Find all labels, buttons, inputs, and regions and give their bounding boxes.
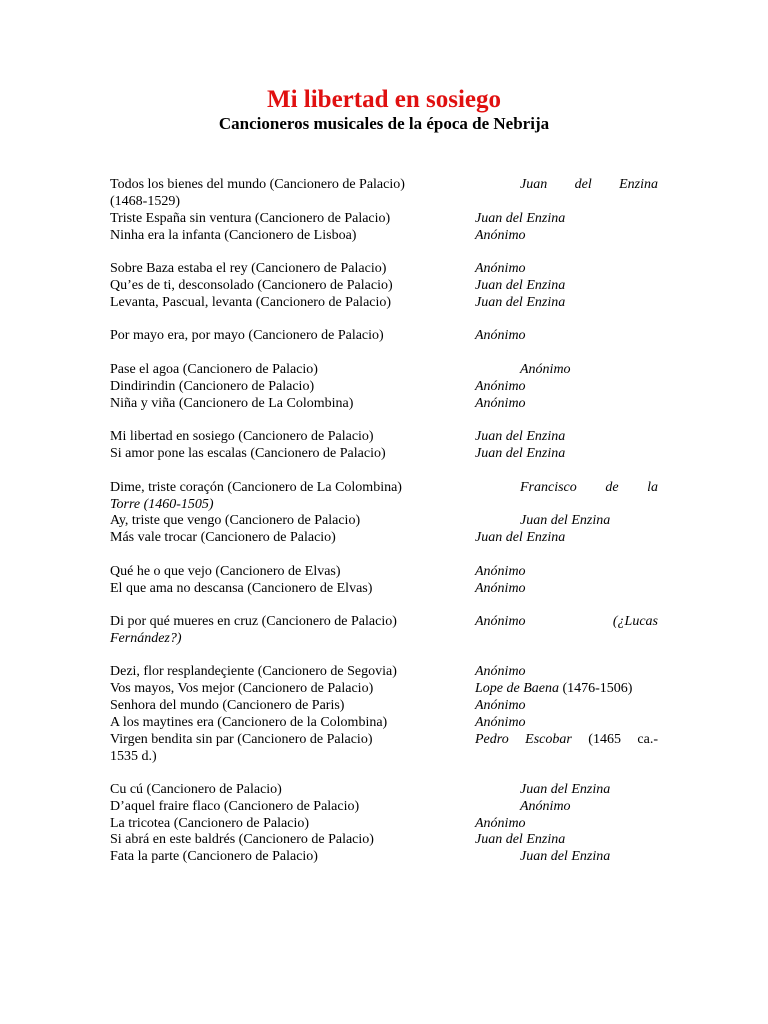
song-author-continuation: (1468-1529) (110, 194, 180, 209)
song-author: Juan del Enzina (475, 446, 566, 461)
song-title: La tricotea (Cancionero de Palacio) (110, 816, 310, 831)
song-author: Juan del Enzina (520, 849, 611, 864)
song-title: Senhora del mundo (Cancionero de Paris) (110, 698, 345, 713)
song-title: Vos mayos, Vos mejor (Cancionero de Palacio) (110, 681, 374, 696)
song-author-continuation: Torre (1460-1505) (110, 497, 214, 512)
song-title: Mi libertad en sosiego (Cancionero de Palacio) (110, 429, 374, 444)
song-title: Cu cú (Cancionero de Palacio) (110, 782, 282, 797)
song-author: Juan del Enzina (475, 211, 566, 226)
song-author-continuation: Fernández?) (110, 631, 182, 646)
song-author: Anónimo (475, 379, 526, 394)
song-author: Anónimo (520, 362, 571, 377)
song-title: Niña y viña (Cancionero de La Colombina) (110, 396, 354, 411)
song-author: Francisco de la (520, 480, 658, 495)
song-author: Anónimo (475, 581, 526, 596)
song-title: Por mayo era, por mayo (Cancionero de Palacio) (110, 328, 384, 343)
song-title: El que ama no descansa (Cancionero de Elvas) (110, 581, 373, 596)
song-title: Dezi, flor resplandeçiente (Cancionero de Segovia) (110, 664, 397, 679)
song-author: Juan del Enzina (520, 513, 611, 528)
page-subtitle: Cancioneros musicales de la época de Nebrija (218, 114, 550, 133)
song-title: D’aquel fraire flaco (Cancionero de Palacio) (110, 799, 360, 814)
page-title: Mi libertad en sosiego (266, 86, 501, 113)
song-author: Anónimo (475, 698, 526, 713)
song-author: Juan del Enzina (475, 530, 566, 545)
song-title: Ay, triste que vengo (Cancionero de Palacio) (110, 513, 361, 528)
song-title: Ninha era la infanta (Cancionero de Lisboa) (110, 228, 357, 243)
song-author: Anónimo (¿Lucas (475, 614, 658, 629)
song-author: Anónimo (475, 816, 526, 831)
song-title: Qu’es de ti, desconsolado (Cancionero de Palacio) (110, 278, 393, 293)
song-title: Fata la parte (Cancionero de Palacio) (110, 849, 318, 864)
song-author: Juan del Enzina (475, 429, 566, 444)
song-author: Anónimo (520, 799, 571, 814)
song-author: Anónimo (475, 396, 526, 411)
song-title: Si amor pone las escalas (Cancionero de Palacio) (110, 446, 386, 461)
song-title: Pase el agoa (Cancionero de Palacio) (110, 362, 318, 377)
song-author: Juan del Enzina (475, 278, 566, 293)
song-title: Qué he o que vejo (Cancionero de Elvas) (110, 564, 341, 579)
song-author: Pedro Escobar (1465 ca.- (475, 732, 658, 747)
song-author-continuation: 1535 d.) (110, 749, 157, 764)
song-title: Todos los bienes del mundo (Cancionero de Palacio) (110, 177, 405, 192)
song-author: Anónimo (475, 564, 526, 579)
song-title: Más vale trocar (Cancionero de Palacio) (110, 530, 336, 545)
song-title: Di por qué mueres en cruz (Cancionero de Palacio) (110, 614, 397, 629)
song-title: Si abrá en este baldrés (Cancionero de Palacio) (110, 832, 374, 847)
song-title: Dime, triste coraçón (Cancionero de La Colombina) (110, 480, 402, 495)
song-title: Virgen bendita sin par (Cancionero de Palacio) (110, 732, 373, 747)
song-author: Lope de Baena (1476-1506) (475, 681, 633, 696)
song-title: Triste España sin ventura (Cancionero de Palacio) (110, 211, 391, 226)
song-author: Anónimo (475, 664, 526, 679)
song-author: Juan del Enzina (475, 295, 566, 310)
song-author: Anónimo (475, 715, 526, 730)
song-author: Juan del Enzina (520, 177, 658, 192)
song-author: Juan del Enzina (475, 832, 566, 847)
song-author: Anónimo (475, 261, 526, 276)
song-title: Levanta, Pascual, levanta (Cancionero de Palacio) (110, 295, 392, 310)
song-title: Dindirindin (Cancionero de Palacio) (110, 379, 315, 394)
song-author: Anónimo (475, 328, 526, 343)
song-title: Sobre Baza estaba el rey (Cancionero de Palacio) (110, 261, 387, 276)
song-author: Juan del Enzina (520, 782, 611, 797)
song-author: Anónimo (475, 228, 526, 243)
song-title: A los maytines era (Cancionero de la Colombina) (110, 715, 388, 730)
